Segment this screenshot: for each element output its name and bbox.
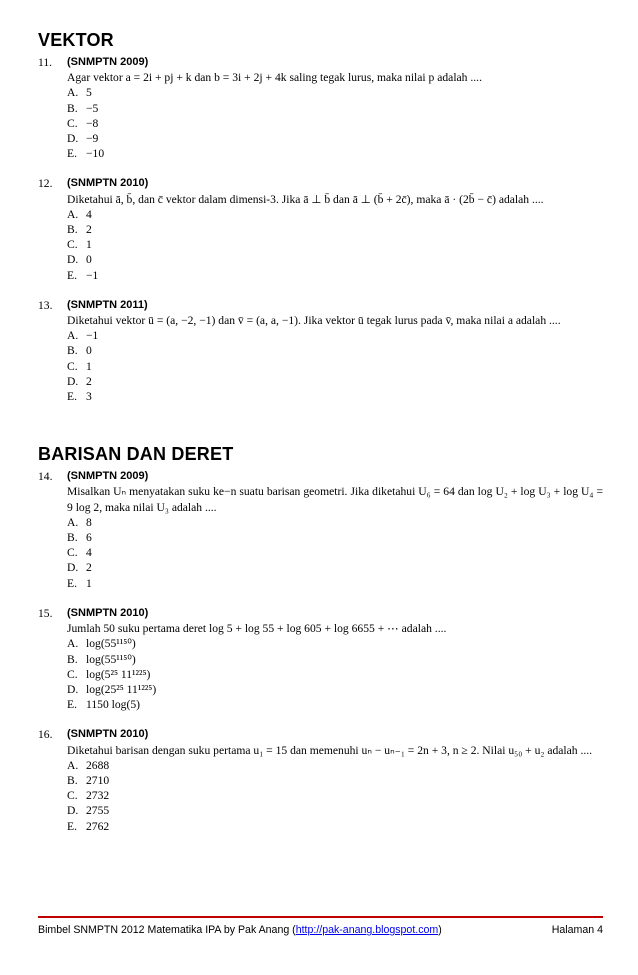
question-source: (SNMPTN 2010) <box>67 728 149 741</box>
option-c: C. −8 <box>67 116 99 130</box>
footer-left: Bimbel SNMPTN 2012 Matematika IPA by Pak Anang (http://pak-anang.blogspot.com) <box>38 924 442 936</box>
option-b: B. 2710 <box>67 773 110 787</box>
option-c: C. 1 <box>67 238 92 252</box>
question-15 <box>38 606 603 712</box>
question-stem: Diketahui barisan dengan suku pertama u₁ = 15 dan memenuhi uₙ − uₙ₋₁ = 2n + 3, n ≥ 2. Nilai u₅₀ + u₂ adalah .... <box>67 743 593 757</box>
question-number: 16. <box>38 728 53 742</box>
question-stem: Agar vektor a = 2i + pj + k dan b = 3i + 2j + 4k saling tegak lurus, maka nilai p adalah .... <box>67 71 482 85</box>
option-b: B. −5 <box>67 101 99 115</box>
option-a: A. log(55¹¹⁵⁰) <box>67 637 136 651</box>
option-e: E. 1 <box>67 576 92 590</box>
option-b: B. 6 <box>67 531 92 545</box>
option-e: E. 1150 log(5) <box>67 698 140 712</box>
page-footer <box>38 916 603 936</box>
option-d: D. 2 <box>67 561 92 575</box>
page-number: Halaman 4 <box>551 924 603 936</box>
question-12 <box>38 176 603 282</box>
option-b: B. 0 <box>67 344 92 358</box>
option-e: E. 2762 <box>67 819 110 833</box>
option-d: D. log(25²⁵ 11¹²²⁵) <box>67 682 157 696</box>
question-stem: Diketahui vektor ū = (a, −2, −1) dan v̄ = (a, a, −1). Jika vektor ū tegak lurus pada v̄, maka nilai a adalah .... <box>67 314 561 328</box>
question-source: (SNMPTN 2009) <box>67 470 149 483</box>
question-source: (SNMPTN 2010) <box>67 177 149 190</box>
question-stem: Jumlah 50 suku pertama deret log 5 + log 55 + log 605 + log 6655 + ⋯ adalah .... <box>67 622 447 636</box>
section-title-vektor: VEKTOR <box>38 30 114 50</box>
option-d: D. 2 <box>67 374 92 388</box>
option-e: E. 3 <box>67 390 92 404</box>
question-13 <box>38 298 603 404</box>
question-11 <box>38 55 603 161</box>
option-a: A. 2688 <box>67 758 110 772</box>
option-a: A. 8 <box>67 515 92 529</box>
option-d: D. 0 <box>67 253 92 267</box>
page-content <box>38 30 603 834</box>
section-title-barisan-dan-deret: BARISAN DAN DERET <box>38 444 234 465</box>
blog-link[interactable]: http://pak-anang.blogspot.com <box>295 924 439 936</box>
option-a: A. 5 <box>67 86 92 100</box>
option-e: E. −1 <box>67 268 99 282</box>
question-source: (SNMPTN 2009) <box>67 56 149 68</box>
question-number: 14. <box>38 470 53 484</box>
question-number: 12. <box>38 177 53 191</box>
option-c: C. 2732 <box>67 789 110 803</box>
question-number: 15. <box>38 606 53 620</box>
question-stem: Diketahui ā, b̄, dan c̄ vektor dalam dimensi-3. Jika ā ⊥ b̄ dan ā ⊥ (b̄ + 2c̄), maka ā · (2b̄ − c̄) adalah .... <box>67 192 544 206</box>
question-source: (SNMPTN 2011) <box>67 298 148 311</box>
option-c: C. 4 <box>67 546 92 560</box>
option-b: B. 2 <box>67 223 92 237</box>
option-d: D. 2755 <box>67 804 110 818</box>
question-stem: Misalkan Uₙ menyatakan suku ke−n suatu barisan geometri. Jika diketahui U₆ = 64 dan log U₂ + log U₃ + log U₄ = 9 log 2, maka nilai U₃ adalah .... <box>67 485 603 514</box>
option-b: B. log(55¹¹⁵⁰) <box>67 652 136 666</box>
option-a: A. 4 <box>67 207 92 221</box>
question-number: 11. <box>38 56 53 69</box>
question-number: 13. <box>38 298 53 312</box>
option-a: A. −1 <box>67 329 99 343</box>
question-source: (SNMPTN 2010) <box>67 606 149 619</box>
question-16 <box>38 727 603 833</box>
option-c: C. log(5²⁵ 11¹²²⁵) <box>67 667 151 681</box>
option-c: C. 1 <box>67 359 92 373</box>
option-e: E. −10 <box>67 147 105 161</box>
question-14 <box>38 469 603 591</box>
option-d: D. −9 <box>67 132 99 146</box>
